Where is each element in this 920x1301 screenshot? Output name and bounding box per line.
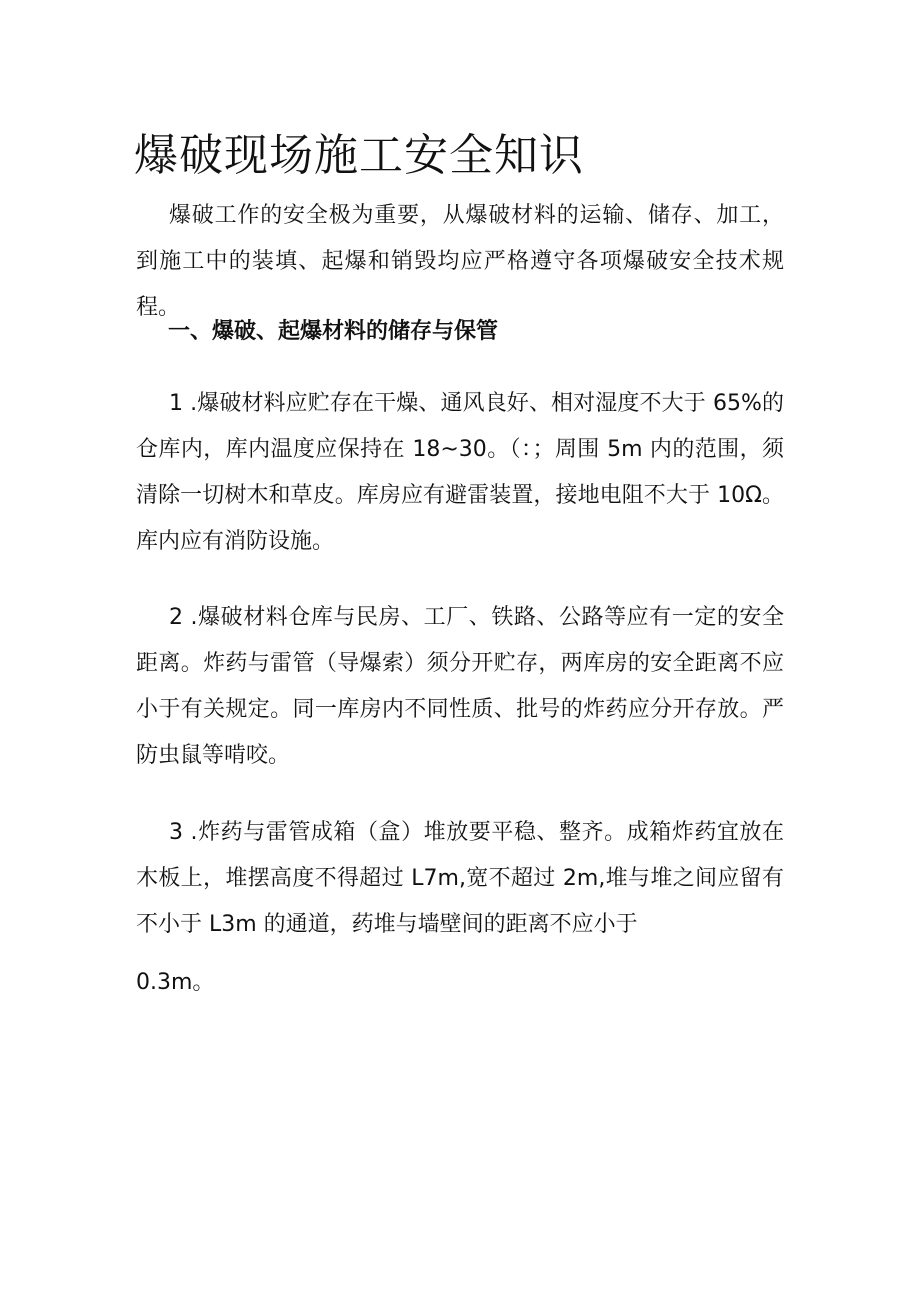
list-item-3: 3 .炸药与雷管成箱（盒）堆放要平稳、整齐。成箱炸药宜放在木板上，堆摆高度不得超过 L7m,宽不超过 2m,堆与堆之间应留有不小于 L3m 的通道，药堆与墙壁间的距离不应小于	[136, 820, 784, 937]
intro-paragraph: 爆破工作的安全极为重要，从爆破材料的运输、储存、加工，到施工中的装填、起爆和销毁均应严格遵守各项爆破安全技术规程。	[136, 203, 784, 320]
section-heading: 一、爆破、起爆材料的储存与保管	[168, 319, 499, 344]
document-title: 爆破现场施工安全知识	[134, 130, 584, 181]
list-item-1: 1 .爆破材料应贮存在干燥、通风良好、相对湿度不大于 65%的仓库内，库内温度应保持在 18~30。（：；周围 5m 内的范围，须清除一切树木和草皮。库房应有避雷装置，接地电阻不大于 10Ω。库内应有消防设施。	[136, 391, 784, 554]
list-item-2: 2 .爆破材料仓库与民房、工厂、铁路、公路等应有一定的安全距离。炸药与雷管（导爆索）须分开贮存，两库房的安全距离不应小于有关规定。同一库房内不同性质、批号的炸药应分开存放。严防虫鼠等啃咬。	[136, 605, 784, 768]
list-item-3-tail: 0.3m。	[136, 970, 215, 995]
